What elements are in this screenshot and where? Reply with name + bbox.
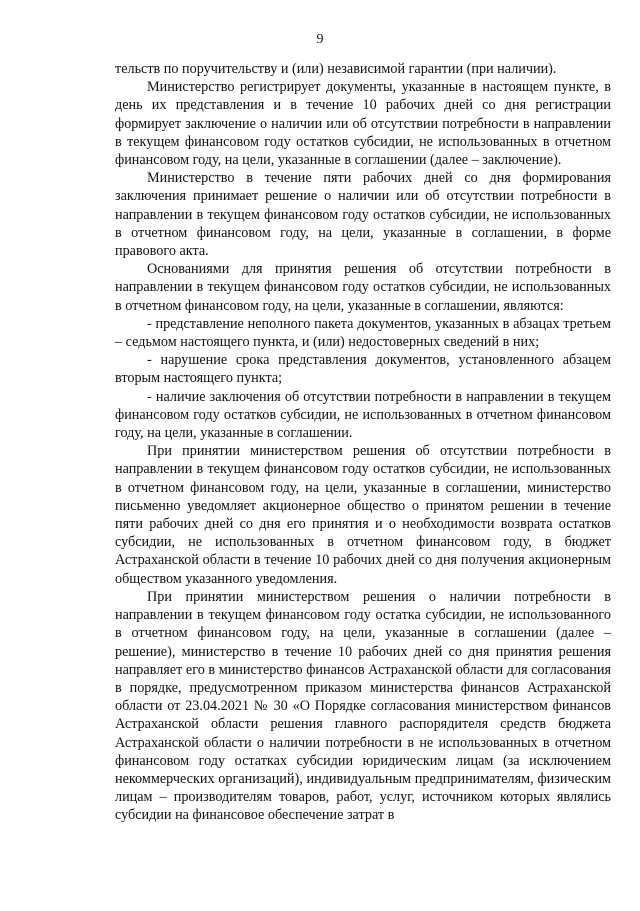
list-item: - представление неполного пакета документов, указанных в абзацах третьем – седьмом настоящего пункта, и (или) недостоверных сведений в них; <box>115 315 611 351</box>
paragraph: При принятии министерством решения о наличии потребности в направлении в текущем финансовом году остатка субсидии, не использованного в отчетном финансовом году, на цели, указанные в соглашении (далее – решение), министерство в течение 10 рабочих дней со дня принятия решения направляет его в министерство финансов Астраханской области для согласования в порядке, предусмотренном приказом министерства финансов Астраханской области от 23.04.2021 № 30 «О Порядке согласования министерством финансов Астраханской области решения главного распорядителя средств бюджета Астраханской области о наличии потребности в не использованных в отчетном финансовом году остатках субсидии юридическим лицам (за исключением некоммерческих организаций), индивидуальным предпринимателям, физическим лицам – производителям товаров, работ, услуг, источником которых являлись субсидии на финансовое обеспечение затрат в <box>115 588 611 824</box>
document-body <box>115 60 611 825</box>
page-number: 9 <box>316 32 324 47</box>
list-item: - нарушение срока представления документов, установленного абзацем вторым настоящего пункта; <box>115 352 611 387</box>
list-item: - наличие заключения об отсутствии потребности в направлении в текущем финансовом году остатков субсидии, не использованных в отчетном финансовом году, на цели, указанные в соглашении. <box>115 388 611 442</box>
paragraph-continuation: тельств по поручительству и (или) независимой гарантии (при наличии). <box>115 61 557 77</box>
paragraph: Основаниями для принятия решения об отсутствии потребности в направлении в текущем финансовом году остатков субсидии, не использованных в отчетном финансовом году, на цели, указанные в соглашении, являются: <box>115 261 611 314</box>
paragraph: Министерство в течение пяти рабочих дней со дня формирования заключения принимает решение о наличии или об отсутствии потребности в направлении в текущем финансовом году остатков субсидии, не использованных в отчетном финансовом году, на цели, указанные в соглашении, в форме правового акта. <box>115 170 611 260</box>
paragraph: Министерство регистрирует документы, указанные в настоящем пункте, в день их представления и в течение 10 рабочих дней со дня регистрации формирует заключение о наличии или об отсутствии потребности в направлении в текущем финансовом году остатков субсидии, не использованных в отчетном финансовом году, на цели, указанные в соглашении (далее – заключение). <box>115 79 611 169</box>
paragraph: При принятии министерством решения об отсутствии потребности в направлении в текущем финансовом году остатков субсидии, не использованных в отчетном финансовом году, на цели, указанные в соглашении, министерство письменно уведомляет акционерное общество о принятом решении в течение пяти рабочих дней со дня его принятия и о необходимости возврата остатков субсидии, не использованных в отчетном финансовом году, в бюджет Астраханской области в течение 10 рабочих дней со дня получения акционерным обществом указанного уведомления. <box>115 443 611 587</box>
